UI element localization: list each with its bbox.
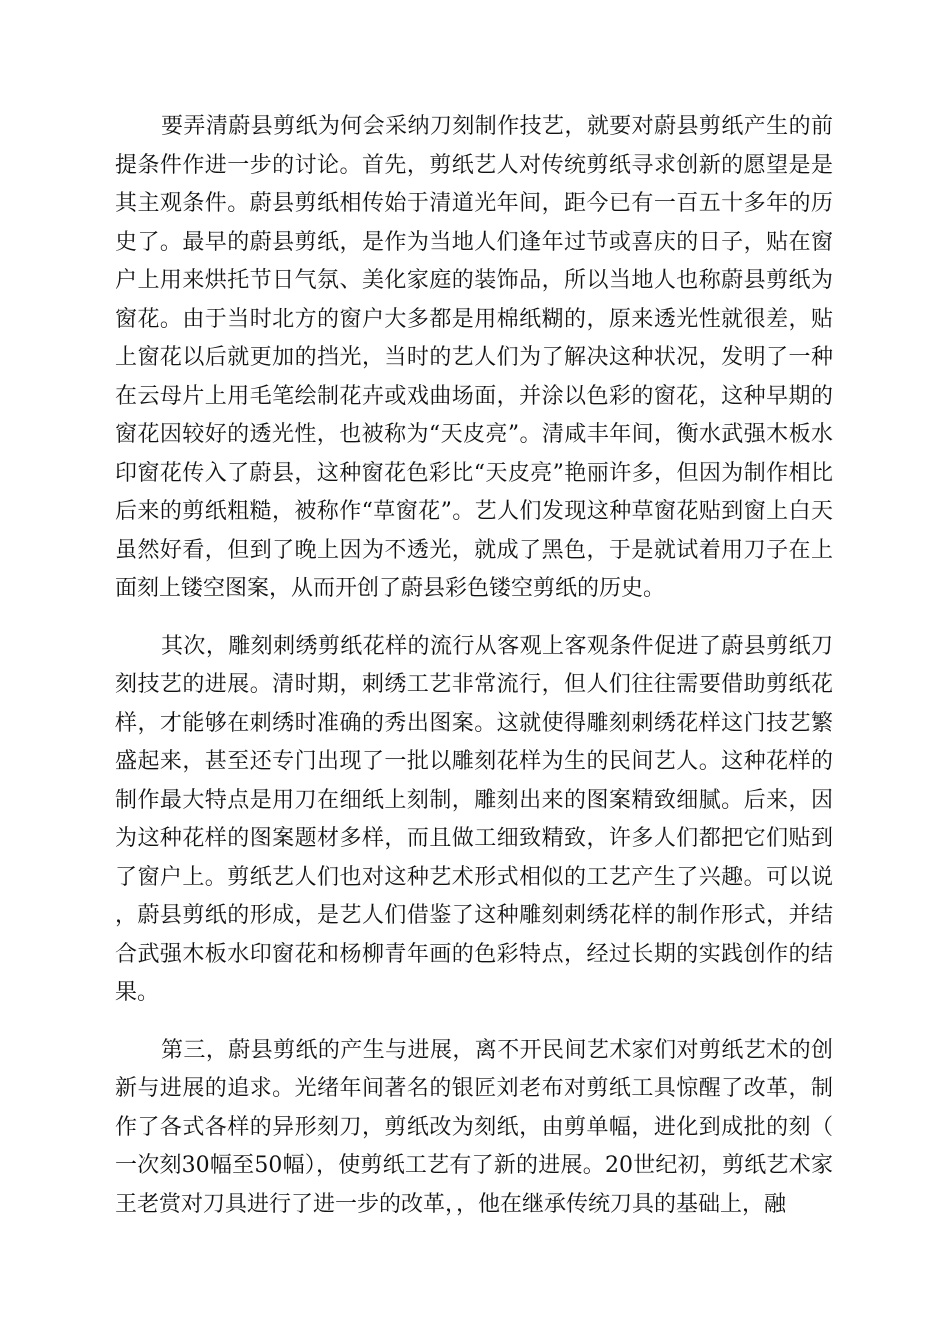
body-text — [115, 108, 833, 1243]
paragraph-2: 其次，雕刻刺绣剪纸花样的流行从客观上客观条件促进了蔚县剪纸刀刻技艺的进展。清时期，刺绣工艺非常流行，但人们往往需要借助剪纸花样，才能够在刺绣时准确的秀出图案。这就使得雕刻刺绣花样这门技艺繁盛起来，甚至还专门出现了一批以雕刻花样为生的民间艺人。这种花样的制作最大特点是用刀在细纸上刻制，雕刻出来的图案精致细腻。后来，因为这种花样的图案题材多样，而且做工细致精致，许多人们都把它们贴到了窗户上。剪纸艺人们也对这种艺术形式相似的工艺产生了兴趣。可以说，蔚县剪纸的形成，是艺人们借鉴了这种雕刻刺绣花样的制作形式，并结合武强木板水印窗花和杨柳青年画的色彩特点，经过长期的实践创作的结果。 — [115, 633, 833, 1005]
paragraph-1: 要弄清蔚县剪纸为何会采纳刀刻制作技艺，就要对蔚县剪纸产生的前提条件作进一步的讨论。首先，剪纸艺人对传统剪纸寻求创新的愿望是是其主观条件。蔚县剪纸相传始于清道光年间，距今已有一百五十多年的历史了。最早的蔚县剪纸，是作为当地人们逢年过节或喜庆的日子，贴在窗户上用来烘托节日气氛、美化家庭的装饰品，所以当地人也称蔚县剪纸为窗花。由于当时北方的窗户大多都是用棉纸糊的，原来透光性就很差，贴上窗花以后就更加的挡光，当时的艺人们为了解决这种状况，发明了一种在云母片上用毛笔绘制花卉或戏曲场面，并涂以色彩的窗花，这种早期的窗花因较好的透光性，也被称为“天皮亮”。清咸丰年间，衡水武强木板水印窗花传入了蔚县，这种窗花色彩比“天皮亮”艳丽许多，但因为制作相比后来的剪纸粗糙，被称作“草窗花”。艺人们发现这种草窗花贴到窗上白天虽然好看，但到了晚上因为不透光，就成了黑色，于是就试着用刀子在上面刻上镂空图案，从而开创了蔚县彩色镂空剪纸的历史。 — [115, 114, 833, 601]
paragraph-3: 第三，蔚县剪纸的产生与进展，离不开民间艺术家们对剪纸艺术的创新与进展的追求。光绪年间著名的银匠刘老布对剪纸工具惊醒了改革，制作了各式各样的异形刻刀，剪纸改为刻纸，由剪单幅，进化到成批的刻（一次刻30幅至50幅），使剪纸工艺有了新的进展。20世纪初，剪纸艺术家王老赏对刀具进行了进一步的改革，，他在继承传统刀具的基础上，融 — [115, 1037, 833, 1217]
